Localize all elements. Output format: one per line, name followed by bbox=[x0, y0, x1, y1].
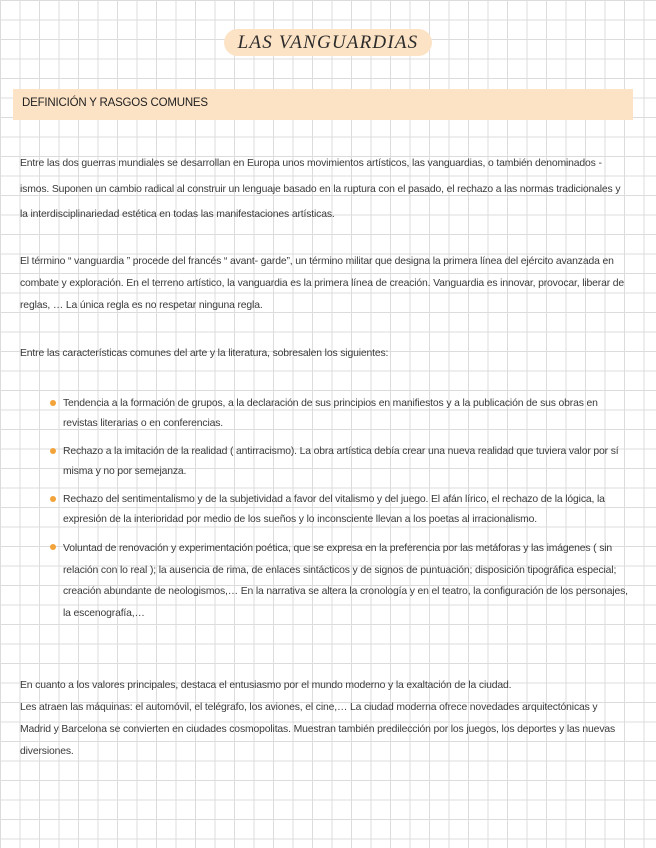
list-item bbox=[48, 490, 628, 529]
list-item bbox=[48, 394, 628, 433]
list-item-text: Rechazo a la imitación de la realidad ( antirracismo). La obra artística debía crear una nueva realidad que tuviera valor por sí misma y no por semejanza. bbox=[63, 446, 619, 477]
closing-paragraph bbox=[20, 675, 630, 763]
characteristics-intro: Entre las características comunes del arte y la literatura, sobresalen los siguientes: bbox=[20, 348, 389, 359]
bullet-dot-icon bbox=[50, 448, 56, 454]
title-container bbox=[0, 29, 656, 56]
list-item-text: Voluntad de renovación y experimentación poética, que se expresa en la preferencia por las metáforas y las imágenes ( sin relación con lo real ); la ausencia de rima, de enlaces sintácticos y de signos de puntuación; disposición tipográfica especial; creación abundante de neologismos,… En la narrativa se altera la cronología y en el teatro, la configuración de los personajes, la escenografía,… bbox=[63, 543, 628, 619]
section-header-bar bbox=[13, 89, 633, 120]
characteristics-list bbox=[48, 394, 628, 624]
bullet-dot-icon bbox=[50, 400, 56, 406]
closing-line-2: Les atraen las máquinas: el automóvil, el telégrafo, los aviones, el cine,… La ciudad moderna ofrece novedades arquitectónicas y Madrid y Barcelona se convierten en ciudades cosmopolitas. Muestran también predilección por los juegos, los deportes y las nuevas diversiones. bbox=[20, 702, 616, 757]
closing-line-1: En cuanto a los valores principales, destaca el entusiasmo por el mundo moderno y la exaltación de la ciudad. bbox=[20, 680, 512, 691]
definition-paragraph: El término “ vanguardia ” procede del francés “ avant- garde”, un término militar que designa la primera línea del ejército avanzada en combate y exploración. En el terreno artístico, la vanguardia es la primera línea de creación. Vanguardia es innovar, provocar, liberar de reglas, … La única regla es no respetar ninguna regla. bbox=[20, 256, 625, 311]
bullet-dot-icon bbox=[50, 544, 56, 550]
list-item bbox=[48, 442, 628, 481]
list-item bbox=[48, 538, 628, 624]
list-item-text: Rechazo del sentimentalismo y de la subjetividad a favor del vitalismo y del juego. El afán lírico, el rechazo de la lógica, la expresión de la interioridad por medio de los sueños y lo inconsciente llevan a los poetas al irracionalismo. bbox=[63, 494, 605, 525]
section-heading: DEFINICIÓN Y RASGOS COMUNES bbox=[22, 97, 208, 109]
bullet-dot-icon bbox=[50, 496, 56, 502]
list-item-text: Tendencia a la formación de grupos, a la declaración de sus principios en manifiestos y a la publicación de sus obras en revistas literarias o en conferencias. bbox=[63, 398, 598, 429]
page-title: LAS VANGUARDIAS bbox=[224, 29, 433, 56]
intro-paragraph: Entre las dos guerras mundiales se desarrollan en Europa unos movimientos artísticos, las vanguardias, o también denominados -ismos. Suponen un cambio radical al construir un lenguaje basado en la ruptura con el pasado, el rechazo a las normas tradicionales y la interdisciplinariedad estética en todas las manifestaciones artísticas. bbox=[20, 158, 621, 220]
